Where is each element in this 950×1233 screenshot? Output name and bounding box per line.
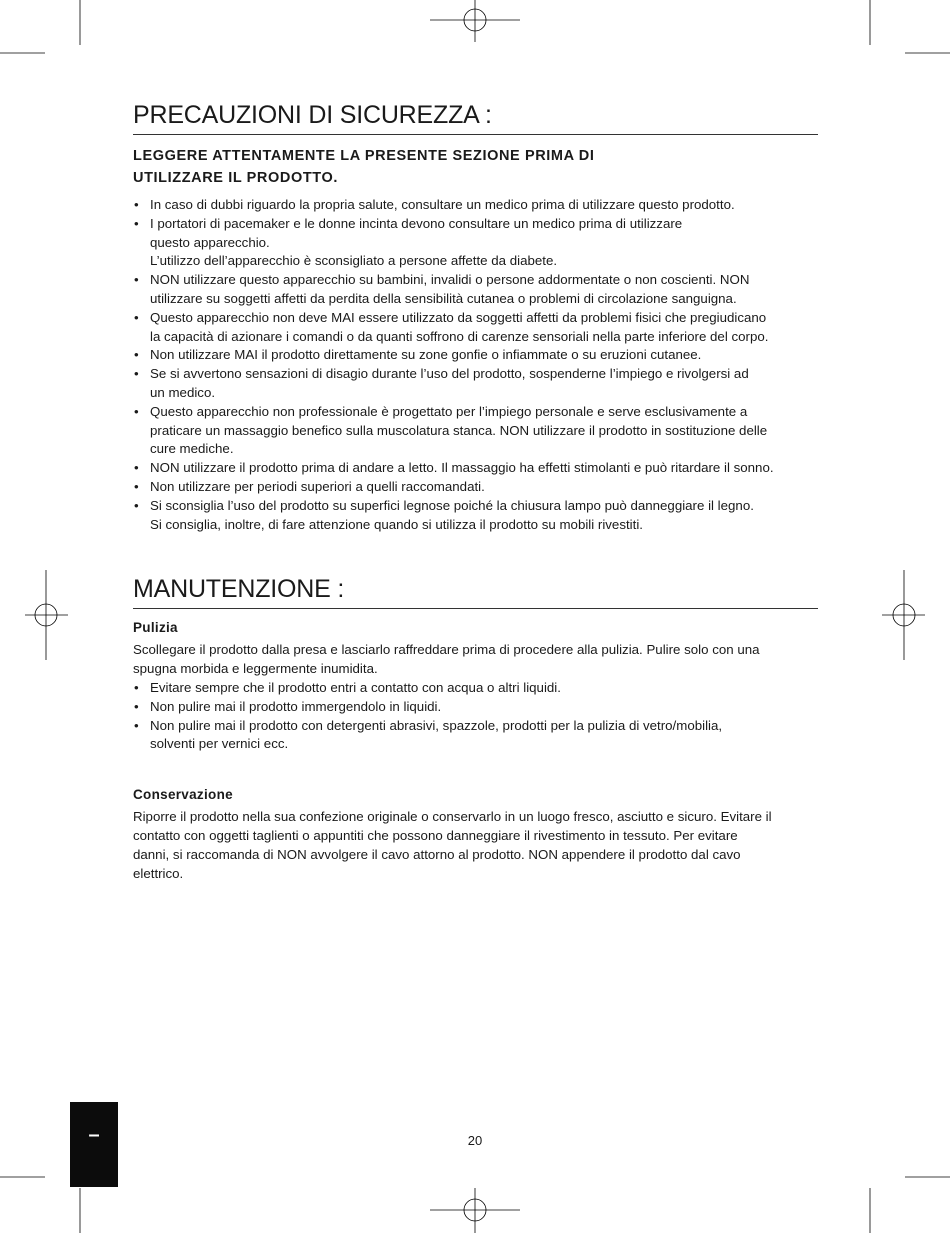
storage-line: danni, si raccomanda di NON avvolgere il cavo attorno al prodotto. NON appendere il prodotto dal cavo xyxy=(133,846,741,862)
list-item-line: NON utilizzare questo apparecchio su bambini, invalidi o persone addormentate o non coscienti. NON xyxy=(150,272,750,288)
list-item xyxy=(133,309,818,347)
list-item xyxy=(133,196,818,215)
bullet-icon: • xyxy=(134,717,139,733)
safety-lead-line: UTILIZZARE IL PRODOTTO. xyxy=(133,170,338,186)
cleaning-intro-line: Scollegare il prodotto dalla presa e lasciarlo raffreddare prima di procedere alla pulizia. Pulire solo con una xyxy=(133,642,760,658)
list-item-line: In caso di dubbi riguardo la propria salute, consultare un medico prima di utilizzare questo prodotto. xyxy=(150,197,735,212)
storage-line: elettrico. xyxy=(133,865,184,881)
list-item-line: Non pulire mai il prodotto con detergenti abrasivi, spazzole, prodotti per la pulizia di vetro/mobilia, xyxy=(150,717,723,733)
maintenance-title: MANUTENZIONE : xyxy=(133,574,818,609)
cleaning-intro-line: spugna morbida e leggermente inumidita. xyxy=(133,661,378,677)
list-item xyxy=(133,459,818,478)
language-tab xyxy=(70,1102,118,1187)
list-item-line: questo apparecchio. xyxy=(150,234,270,250)
bullet-icon: • xyxy=(134,309,139,325)
list-item-line: Non utilizzare MAI il prodotto direttamente su zone gonfie o infiammate o su eruzioni cutanee. xyxy=(150,347,702,363)
bullet-icon: • xyxy=(134,403,139,419)
bullet-icon: • xyxy=(134,698,139,714)
storage-line: contatto con oggetti taglienti o appuntiti che possono danneggiare il rivestimento in tessuto. Per evitare xyxy=(133,827,738,843)
bullet-icon: • xyxy=(134,460,139,476)
list-item xyxy=(133,403,818,459)
cleaning-intro xyxy=(133,641,818,679)
storage-heading: Conservazione xyxy=(133,787,233,803)
document-body xyxy=(133,100,818,883)
list-item xyxy=(133,698,818,717)
list-item xyxy=(133,478,818,497)
list-item-line: Questo apparecchio non professionale è progettato per l’impiego personale e serve esclusivamente a xyxy=(150,403,748,419)
list-item-line: Non utilizzare per periodi superiori a quelli raccomandati. xyxy=(150,478,485,494)
safety-list xyxy=(133,196,818,534)
list-item xyxy=(133,497,818,535)
list-item-line: Evitare sempre che il prodotto entri a contatto con acqua o altri liquidi. xyxy=(150,679,561,695)
list-item-line: L’utilizzo dell’apparecchio è sconsigliato a persone affette da diabete. xyxy=(150,253,558,269)
list-item xyxy=(133,346,818,365)
bullet-icon: • xyxy=(134,272,139,288)
bullet-icon: • xyxy=(134,215,139,231)
list-item-line: praticare un massaggio benefico sulla muscolatura stanca. NON utilizzare il prodotto in sostituzione delle xyxy=(150,422,768,438)
list-item xyxy=(133,271,818,309)
storage-text xyxy=(133,808,818,883)
list-item-line: utilizzare su soggetti affetti da perdita della sensibilità cutanea o problemi di circolazione sanguigna. xyxy=(150,290,737,306)
list-item-line: la capacità di azionare i comandi o da quanti soffrono di carenze sensoriali nella parte inferiore del corpo. xyxy=(150,328,769,344)
list-item-line: Si consiglia, inoltre, di fare attenzione quando si utilizza il prodotto su mobili rivestiti. xyxy=(150,516,643,532)
safety-lead-line: LEGGERE ATTENTAMENTE LA PRESENTE SEZIONE PRIMA DI xyxy=(133,148,595,164)
list-item-line: Non pulire mai il prodotto immergendolo in liquidi. xyxy=(150,698,442,714)
storage-line: Riporre il prodotto nella sua confezione originale o conservarlo in un luogo fresco, asciutto e sicuro. Evitare il xyxy=(133,809,772,825)
list-item-line: Si sconsiglia l’uso del prodotto su superfici legnose poiché la chiusura lampo può danneggiare il legno. xyxy=(150,497,754,513)
list-item xyxy=(133,215,818,271)
list-item xyxy=(133,365,818,403)
list-item-line: Se si avvertono sensazioni di disagio durante l’uso del prodotto, sospenderne l’impiego e rivolgersi ad xyxy=(150,366,749,382)
list-item-line: Questo apparecchio non deve MAI essere utilizzato da soggetti affetti da problemi fisici che pregiudicano xyxy=(150,309,767,325)
bullet-icon: • xyxy=(134,478,139,494)
safety-lead xyxy=(133,145,818,189)
list-item-line: cure mediche. xyxy=(150,441,234,457)
list-item xyxy=(133,679,818,698)
bullet-icon: • xyxy=(134,497,139,513)
list-item-line: I portatori di pacemaker e le donne incinta devono consultare un medico prima di utilizzare xyxy=(150,215,683,231)
cleaning-list xyxy=(133,679,818,754)
safety-title: PRECAUZIONI DI SICUREZZA : xyxy=(133,100,818,135)
bullet-icon: • xyxy=(134,197,139,212)
list-item-line: NON utilizzare il prodotto prima di andare a letto. Il massaggio ha effetti stimolanti e può ritardare il sonno. xyxy=(150,460,774,476)
list-item-line: solventi per vernici ecc. xyxy=(150,736,289,752)
bullet-icon: • xyxy=(134,679,139,695)
cleaning-heading: Pulizia xyxy=(133,620,178,636)
list-item-line: un medico. xyxy=(150,384,216,400)
language-tab-label: – xyxy=(88,1124,100,1146)
list-item xyxy=(133,717,818,755)
page-number: 20 xyxy=(467,1133,483,1148)
bullet-icon: • xyxy=(134,347,139,363)
bullet-icon: • xyxy=(134,366,139,382)
